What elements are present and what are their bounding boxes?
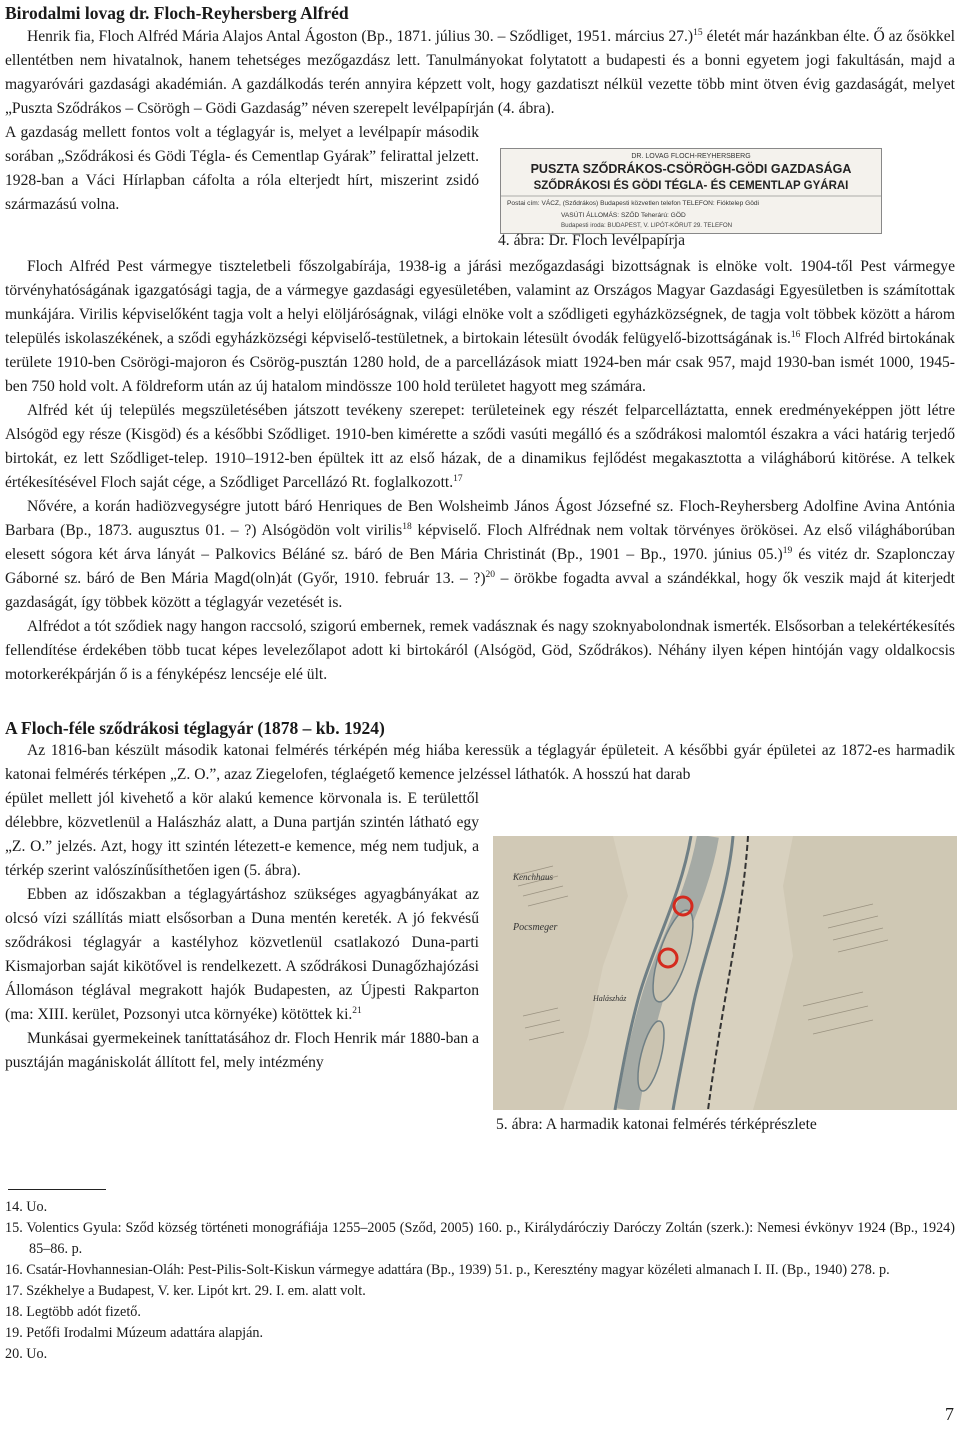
text-run: Floch Alfréd Pest vármegye tiszteletbeli főszolgabírája, 1938-ig a járási mezőgazdasági bizottságnak is elnöke volt. 1904-től Pest vármegye törvényhatóságának igazgatósági tagja, de a vármegye gazdasági egyesületében, valamint az Országos Magyar Gazdasági Egyesületben is számítottak munkájára. Virilis képviselőként tagja volt a helyi elöljáróságnak, világi elnöke volt a sződligeti egyházközségnek, de tagja volt többek között a három település iskolaszékének, a sződi egyházközségi képviselő-testületnek, a birtokain létesült óvodák felügyelő-bizottságának is. [5,258,955,347]
map-image [493,836,957,1110]
text-run: képviselő. Floch Alfrédnak nem voltak törvényes örökösei. Az első világháborúban elesett sógora két árva lányát – Palkovics Béláné sz. báró de Ben Mária Christinát (Bp., 1901 – Bp., 1970. június 05.) [5,522,955,563]
footnote: 18. Legtöbb adót fizető. [5,1304,141,1320]
text-run: Alfréd két új település megszületésében játszott tevékeny szerepet: területeinek egy részét felparcelláztatta, ennek eredményeképpen jött létre Alsógöd egy része (Kisgöd) és a későbbi Sződliget. 1910-ben kimérette a sződi vasúti megálló és a sződrákosi malomtól északra a váci határig terjedő birtokát, ez lett Sződliget-telep. 1910–1912-ben épültek itt az első házak, de a dinamikus fejlődést megakasztotta a világháború kitörése. A telkek értékesítésével Floch saját cége, a Sződliget Parcellázó Rt. foglalkozott. [5,402,955,491]
main-body [5,255,955,687]
text-run: Floch Alfréd birtokának területe 1910-ben Csörögi-majoron és Csörög-pusztán 1280 hold, de a parcellázások miatt 1924-ben már csak 957, majd 1930-ban ismét 1000, 1945-ben 750 hold volt. A földreform után az új hatalom mindössze 100 hold területet hagyott meg számára. [5,330,955,395]
paragraph-2 [5,255,955,399]
footnote: 16. Csatár-Hovhannesian-Oláh: Pest-Pilis-Solt-Kiskun vármegye adattára (Bp., 1939) 51. p., Keresztény magyar közéleti almanach I. II. (Bp., 1940) 278. p. [5,1262,890,1278]
footnote-ref-19[interactable]: 19 [782,546,793,556]
text-run: – örökbe fogadta avval a szándékkal, hogy ők veszik majd át kiterjedt gazdaságát, így többek között a téglagyár vezetését is. [5,570,955,611]
letterhead-line-1: DR. LOVAG FLOCH-REYHERSBERG [631,153,751,160]
paragraph-1-wrap [5,121,479,217]
text-run: életét már hazánkban élte. Ő az ősökkel ellentétben nem hivatalnok, hanem tehetséges mezőgazdász lett. Tanulmányokat folytatott a budapesti és a bonni egyetem jogi fakultásán, majd a magyaróvári gazdasági akadémián. A gazdálkodás terén annyira képzett volt, hogy gazdatiszt nélkül vezette több mint ötven évig gazdaságát, melyet „Puszta Sződrákos – Csörögh – Gödi Gazdaság” néven szerepelt levélpapírján (4. ábra). [5,28,955,117]
map-figure [493,836,957,1110]
footnote-rule [8,1189,106,1190]
section-left-column [5,787,479,1075]
letterhead-line-4: Postai cím: VÁCZ, (Sződrákos) Budapesti közvetlen telefon TELEFON: Fióktelep Gödi [507,200,760,207]
section-heading: A Floch-féle sződrákosi téglagyár (1878 – kb. 1924) [5,718,385,738]
page-number: 7 [945,1404,954,1424]
section-paragraph-3: Munkásai gyermekeinek taníttatásához dr. Floch Henrik már 1880-ban a pusztáján magániskolát állított fel, mely intézmény [5,1030,479,1071]
letterhead-line-2: PUSZTA SZŐDRÁKOS-CSÖRÖGH-GÖDI GAZDASÁGA [530,162,852,176]
footnote: 17. Székhelye a Budapest, V. ker. Lipót krt. 29. I. em. alatt volt. [5,1283,366,1299]
intro-block [5,25,955,121]
paragraph-3 [5,399,955,495]
text-run: és vitéz dr. Szaplonczay Gáborné sz. báró de Ben Mária Magd(oln)át (Győr, 1910. február 13. – ?) [5,546,955,587]
footnote-ref-15[interactable]: 15 [693,28,703,38]
page-title: Birodalmi lovag dr. Floch-Reyhersberg Alfréd [5,3,349,23]
map-label-3: Halászház [593,994,627,1003]
letterhead-figure [500,148,882,234]
text-run: Ebben az időszakban a téglagyártáshoz szükséges agyagbányákat az olcsó vízi szállítás miatt elsősorban a Duna mentén kereték. A jó fekvésű sződrákosi téglagyár a kastélyhoz közvetlenül csatlakozó Duna-parti Kismajorban saját kikötővel is rendelkezett. A sződrákosi Dunagőzhajózási Állomáson téglával megrakott hajók Budapesten, az Újpesti Rakparton (ma: XIII. kerület, Pozsonyi utca környéke) kötöttek ki. [5,886,479,1023]
footnote-ref-20[interactable]: 20 [485,570,496,580]
figure-5-caption: 5. ábra: A harmadik katonai felmérés térképrészlete [496,1116,817,1133]
map-label-2: Pocsmeger [513,922,558,933]
paragraph-1 [5,25,955,121]
letterhead-image [501,149,881,233]
paragraph-1-tail: A gazdaság mellett fontos volt a téglagyár is, melyet a levélpapír második sorában „Sződrákosi és Gödi Tégla- és Cementlap Gyárak” felirattal jelzett. 1928-ban a Váci Hírlapban cáfolta a róla elterjedt hírt, miszerint zsidó származású volna. [5,124,479,213]
figure-4-caption: 4. ábra: Dr. Floch levélpapírja [498,232,686,249]
footnote: 20. Uo. [5,1346,48,1362]
letterhead-line-6: Budapesti iroda: BUDAPEST, V. LIPÓT-KÖRUT 29. TELEFON [561,222,733,229]
letterhead-line-5: VASÚTI ÁLLOMÁS: SZŐD Teherárú: GÖD [561,212,686,219]
footnote-ref-16[interactable]: 16 [790,330,801,340]
section-paragraph-2 [5,883,479,1027]
text-run: Henrik fia, Floch Alfréd Mária Alajos Antal Ágoston (Bp., 1871. július 30. – Sződliget, 1951. március 27.) [27,28,694,45]
footnote-ref-18[interactable]: 18 [402,522,412,532]
section-paragraph-1-cont: épület mellett jól kivehető a kör alakú kemence körvonala is. E területtől délebbre, közvetlenül a Halászház alatt, a Duna partján szintén látható egy „Z. O.” jelzés. Azt, hogy itt szintén létezett-e kemence, még nem tudjuk, a térkép szerint valószínűsíthetően igen (5. ábra). [5,790,479,879]
map-label-1: Kenchhaus [513,872,553,882]
footnote: 14. Uo. [5,1199,48,1215]
letterhead-line-3: SZŐDRÁKOSI ÉS GÖDI TÉGLA- ÉS CEMENTLAP GYÁRAI [533,180,849,192]
section-paragraph-1: Az 1816-ban készült második katonai felmérés térképén még hiába keressük a téglagyár épületeit. A későbbi gyár épületei az 1872-es harmadik katonai felmérés térképen „Z. O.”, azaz Ziegelofen, téglaégető kemence jelzéssel láthatók. A hosszú hat darab [5,742,955,783]
footnote: 19. Petőfi Irodalmi Múzeum adattára alapján. [5,1325,264,1341]
footnotes [5,1197,955,1365]
text-run: Nővére, a korán hadiözvegységre jutott báró Henriques de Ben Wolsheimb János Ágost Józsefné sz. Floch-Reyhersberg Adolfine Avina Antónia Barbara (Bp., 1873. augusztus 01. – ?) Alsógödön volt virilis [5,498,955,539]
paragraph-4 [5,495,955,615]
paragraph-5: Alfrédot a tót sződiek nagy hangon raccsoló, szigorú embernek, remek vadásznak és nagy szoknyabolondnak ismerték. Elsősorban a telekértékesítés fellendítése érdekében több tucat képes levelezőlapot adott ki birtokáról (Alsógöd, Göd, Sződrákos). Néhány ilyen képen hintóján vagy oldalkocsis motorkerékpárján ő is a fényképész lencséje elé ült. [5,618,955,683]
footnote-ref-17[interactable]: 17 [453,474,463,484]
footnote: 15. Volentics Gyula: Sződ község történeti monográfiája 1255–2005 (Sződ, 2005) 160. p., Királydárócziy Daróczy Zoltán (szerk.): Nemesi évkönyv 1924 (Bp., 1924) 85–86. p. [5,1220,955,1257]
footnote-ref-21[interactable]: 21 [352,1006,362,1016]
